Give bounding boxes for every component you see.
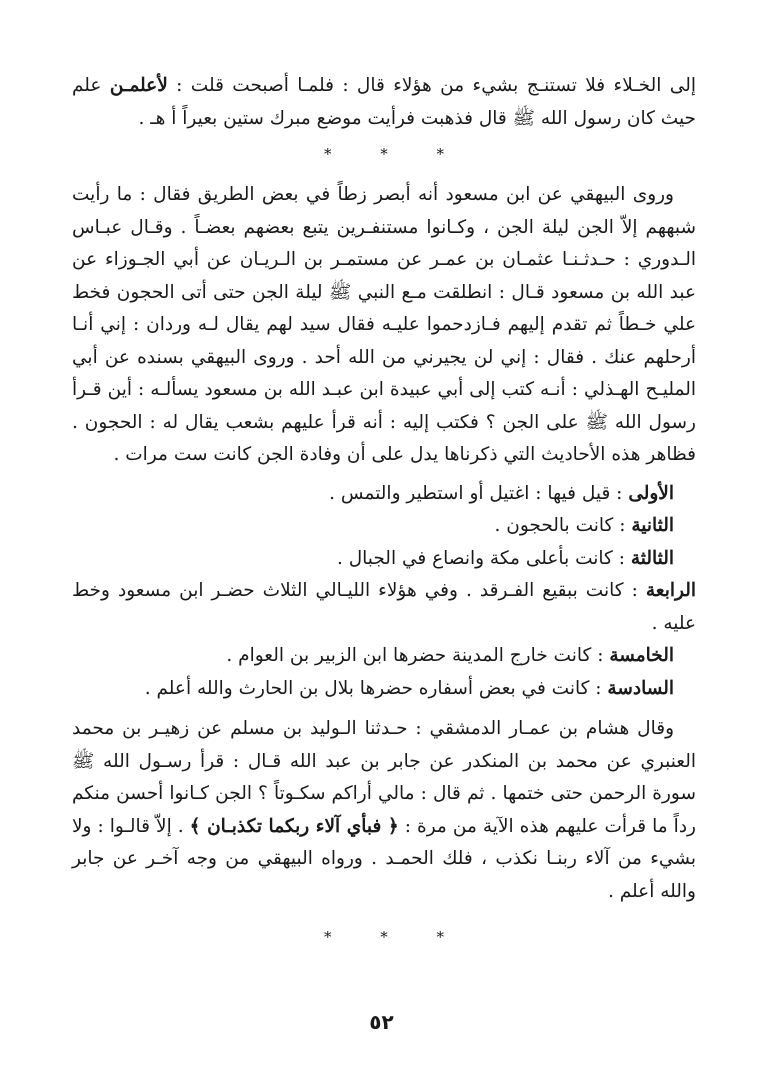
page-body (72, 70, 696, 962)
occasion-item-5 (72, 640, 696, 673)
hisham-text-1: وقال هشام بن عمـار الدمشقي : حـدثنا الـوليد بن مسلم عن زهيـر بن محمد العنبري عن محمد بن المنكدر عن جابر بن عبد الله قـال : قرأ رسـول الله ﷺ سورة الرحمن حتى ختمها . ثم قال : مالي أراكم سكـوتاً ؟ الجن كـانوا أحسن منكم رداً ما قرأت عليهم هذه الآية من مرة : (72, 718, 696, 837)
end-separator: * * * (323, 928, 467, 946)
occasion-term: الثانية (631, 515, 674, 536)
occasion-text: : كانت بالحجون . (494, 515, 632, 536)
occasion-item-6 (72, 673, 696, 706)
quran-verse: ﴿ فبأي آلاء ربكما تكذبـان ﴾ (189, 815, 399, 837)
intro-paragraph (72, 70, 696, 135)
occasion-term: الثالثة (630, 547, 674, 569)
occasion-text: : كانت خارج المدينة حضرها ابن الزبير بن العوام . (226, 645, 610, 666)
occasions-list (72, 478, 696, 706)
occasion-item-4 (72, 575, 696, 640)
occasion-term: الرابعة (645, 580, 696, 601)
occasion-text: : كانت بأعلى مكة وانصاع في الجبال . (336, 547, 631, 569)
occasion-text: : قيل فيها : اغتيل أو استطير والتمس . (329, 482, 629, 504)
section-separator: * * * (323, 145, 467, 163)
intro-emphasis: لأعلمـن (109, 75, 168, 96)
occasion-text: : كانت في بعض أسفاره حضرها بلال بن الحارث والله أعلم . (144, 677, 608, 699)
occasion-term: السادسة (607, 677, 674, 699)
occasion-term: الخامسة (609, 645, 674, 666)
hisham-text-2: . إلاّ قالـوا : ولا بشيء من آلاء ربنـا نكذب ، فلك الحمـد . ورواه البيهقي من وجه آخـر عن جابر والله أعلم . (72, 815, 696, 902)
occasion-text: : كانت ببقيع الفـرقد . وفي هؤلاء الليـالي الثلاث حضـر ابن مسعود وخط عليه . (72, 580, 696, 634)
occasion-item-1 (72, 478, 696, 511)
bayhaqi-paragraph: وروى البيهقي عن ابن مسعود أنه أبصر زطاً في بعض الطريق فقال : ما رأيت شبههم إلاّ الجن ليلة الجن ، وكـانوا مستنفـرين يتبع بعضهم بعضـاً . وقـال عبـاس الـدوري : حـدثـنـا عثمـان بن عمـر عن مستمـر بن الـريـان عن أبي الجـوزاء عن عبد الله بن مسعود قـال : انطلقت مـع النبي ﷺ ليلة الجن حتى أتى الحجون فخط علي خـطاً ثم تقدم إليهم فـازدحموا عليـه فقال سيد لهم يقال لـه وردان : إني أنـا أرحلهم عنك . فقال : إني لن يجيرني من الله أحد . وروى البيهقي بسنده عن أبي المليـح الهـذلي : أنـه كتب إلى أبي عبيدة ابن عبـد الله بن مسعود يسألـه : أين قـرأ رسول الله ﷺ على الجن ؟ فكتب إليه : أنه قرأ عليهم بشعب يقال له : الحجون . فظاهر هذه الأحاديث التي ذكرناها يدل على أن وفادة الجن كانت ست مرات . (72, 184, 696, 465)
page-number: ٥٢ (369, 1010, 394, 1034)
hisham-paragraph (72, 713, 696, 908)
occasion-term: الأولى (628, 482, 674, 504)
occasion-item-2 (72, 510, 696, 543)
intro-text-1: إلى الخـلاء فلا تستنـج بشيء من هؤلاء قال : فلمـا أصبحت قلت : (167, 75, 696, 96)
occasion-item-3 (72, 543, 696, 576)
intro-text-2: علم حيث كان رسول الله ﷺ قال فذهبت فرأيت موضع مبرك ستين بعيراً أ هـ . (72, 75, 696, 129)
